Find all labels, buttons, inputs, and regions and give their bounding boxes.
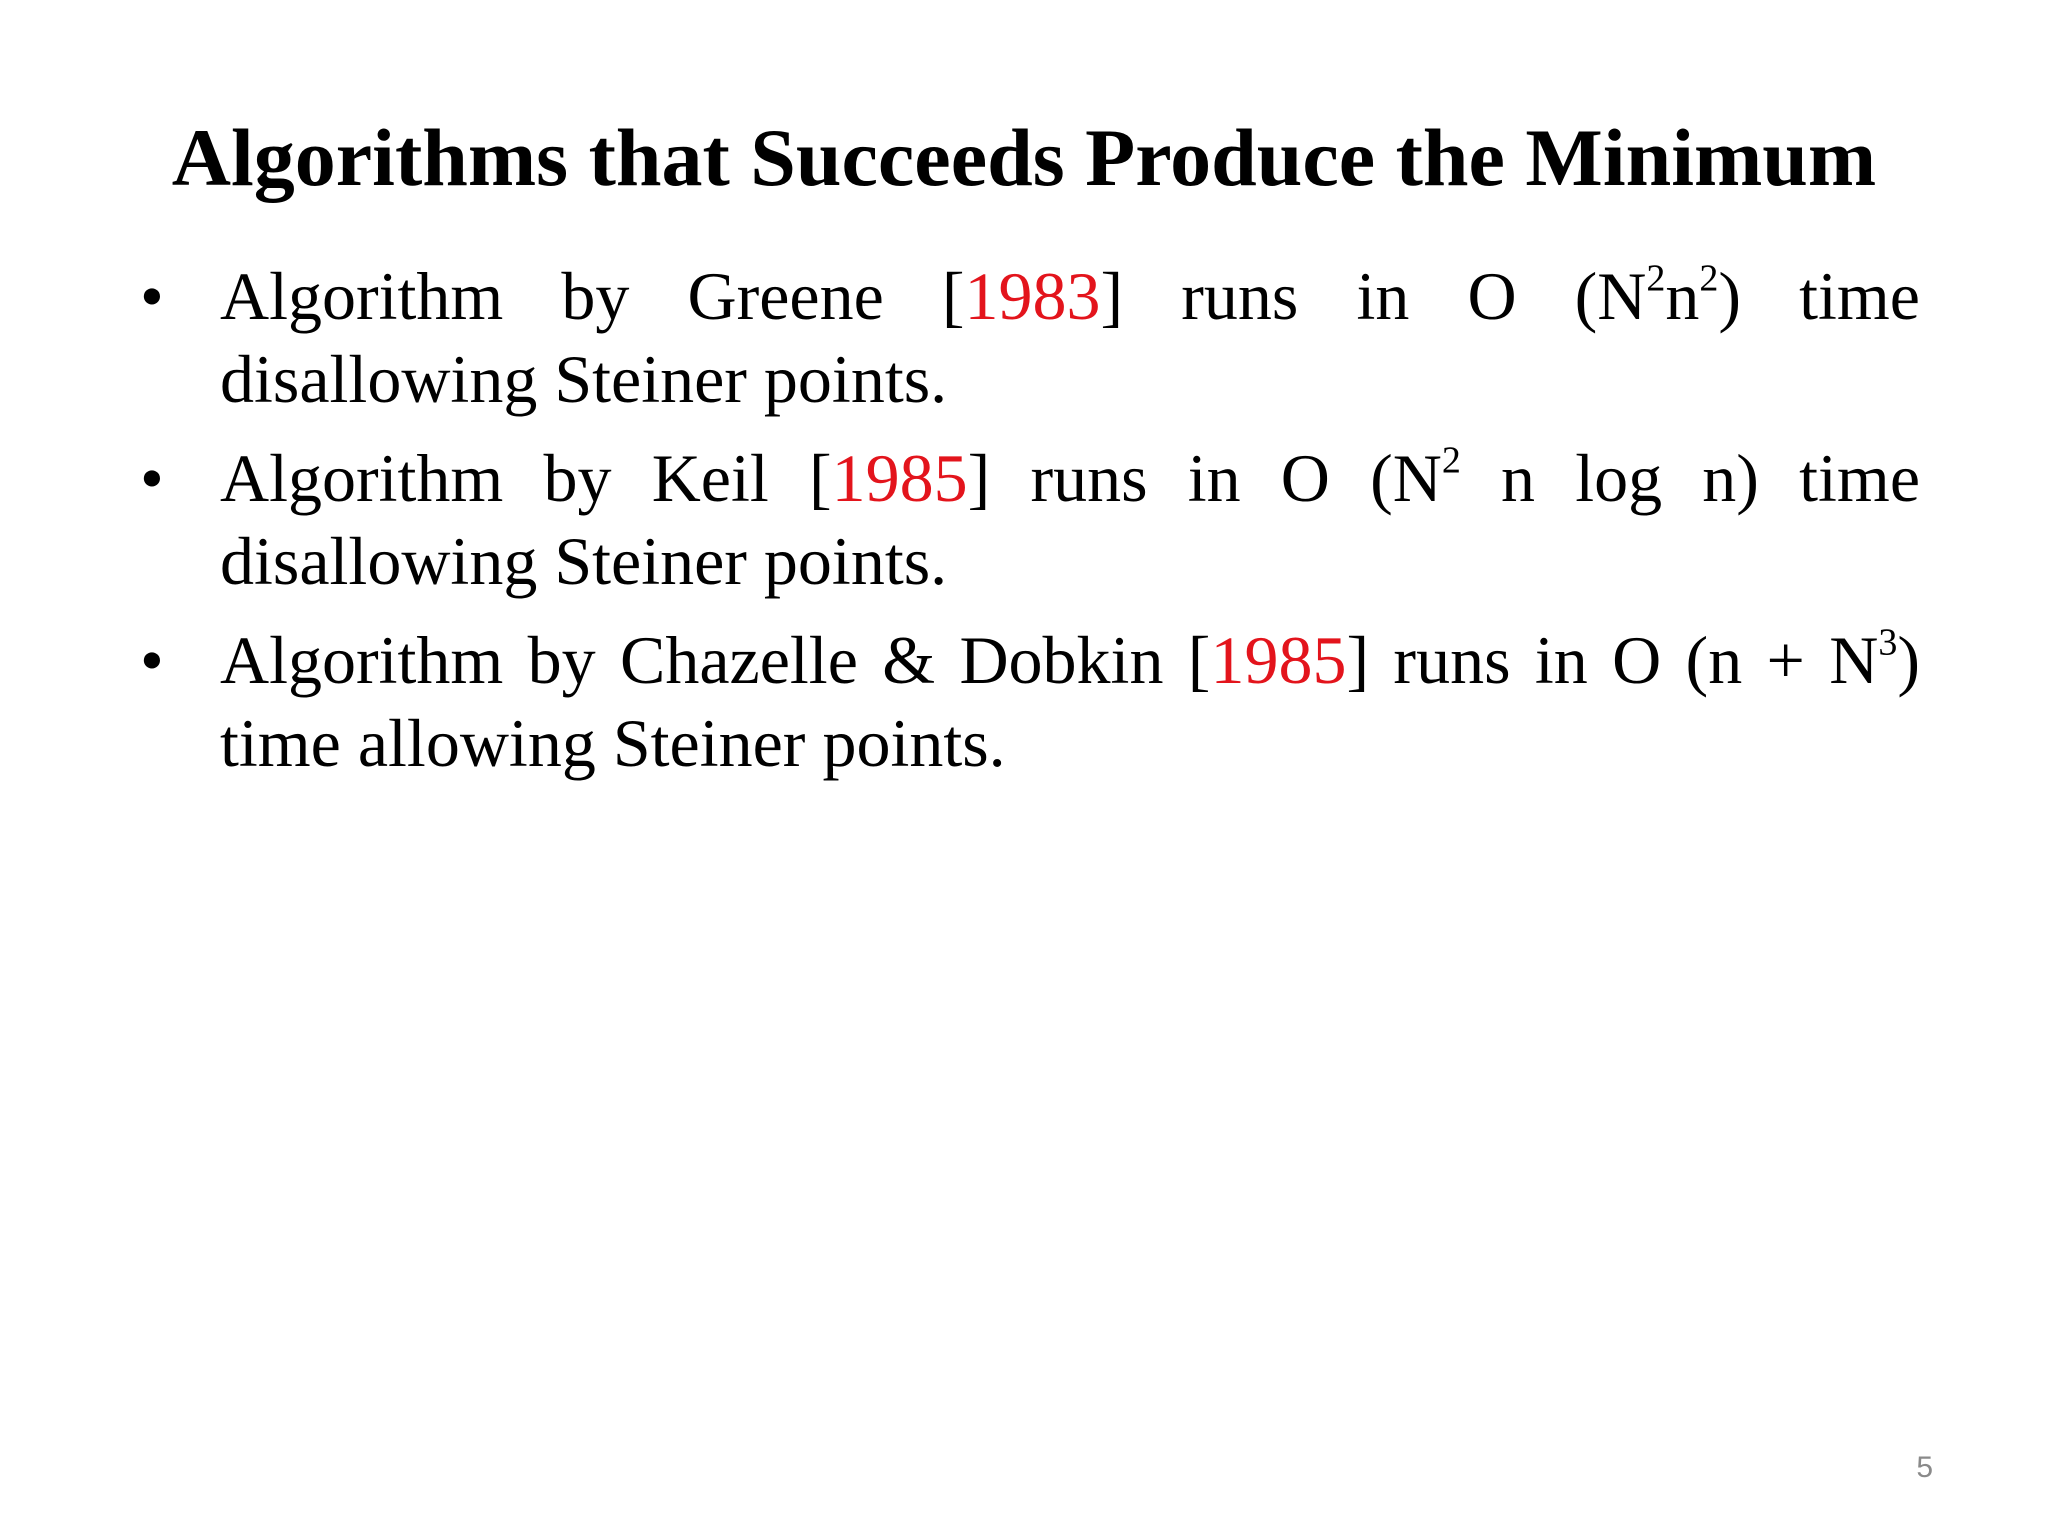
bullet-text: ) time [1718, 258, 1920, 334]
superscript: 2 [1699, 257, 1719, 300]
bullet-line-2: disallowing Steiner points. [220, 341, 948, 417]
citation-year: 1985 [831, 440, 968, 516]
bullet-line-1 [220, 437, 1920, 520]
superscript: 2 [1646, 257, 1666, 300]
bullet-text: ] runs in O (n + N [1346, 622, 1879, 698]
bullet-icon: • [140, 440, 164, 516]
bullet-text: ) [1897, 622, 1920, 698]
page-number: 5 [1916, 1451, 1933, 1484]
superscript: 3 [1878, 621, 1898, 664]
bullet-line-2: disallowing Steiner points. [220, 523, 948, 599]
citation-year: 1985 [1210, 622, 1347, 698]
bullet-text: Algorithm by Keil [ [220, 440, 832, 516]
bullet-list [140, 255, 1920, 801]
bullet-text: Algorithm by Greene [ [220, 258, 965, 334]
bullet-text: ] runs in O (N [967, 440, 1442, 516]
bullet-text: n [1665, 258, 1700, 334]
bullet-item-keil [140, 437, 1920, 603]
bullet-icon: • [140, 622, 164, 698]
bullet-text: ] runs in O (N [1100, 258, 1647, 334]
superscript: 2 [1441, 439, 1461, 482]
bullet-item-chazelle-dobkin [140, 619, 1920, 785]
citation-year: 1983 [964, 258, 1101, 334]
bullet-text: Algorithm by Chazelle & Dobkin [ [220, 622, 1211, 698]
bullet-line-1 [220, 255, 1920, 338]
bullet-icon: • [140, 258, 164, 334]
slide-title: Algorithms that Succeeds Produce the Minimum [171, 112, 1877, 203]
bullet-text: n log n) time [1460, 440, 1920, 516]
bullet-item-greene [140, 255, 1920, 421]
bullet-line-2: time allowing Steiner points. [220, 705, 1006, 781]
bullet-line-1 [220, 619, 1920, 702]
